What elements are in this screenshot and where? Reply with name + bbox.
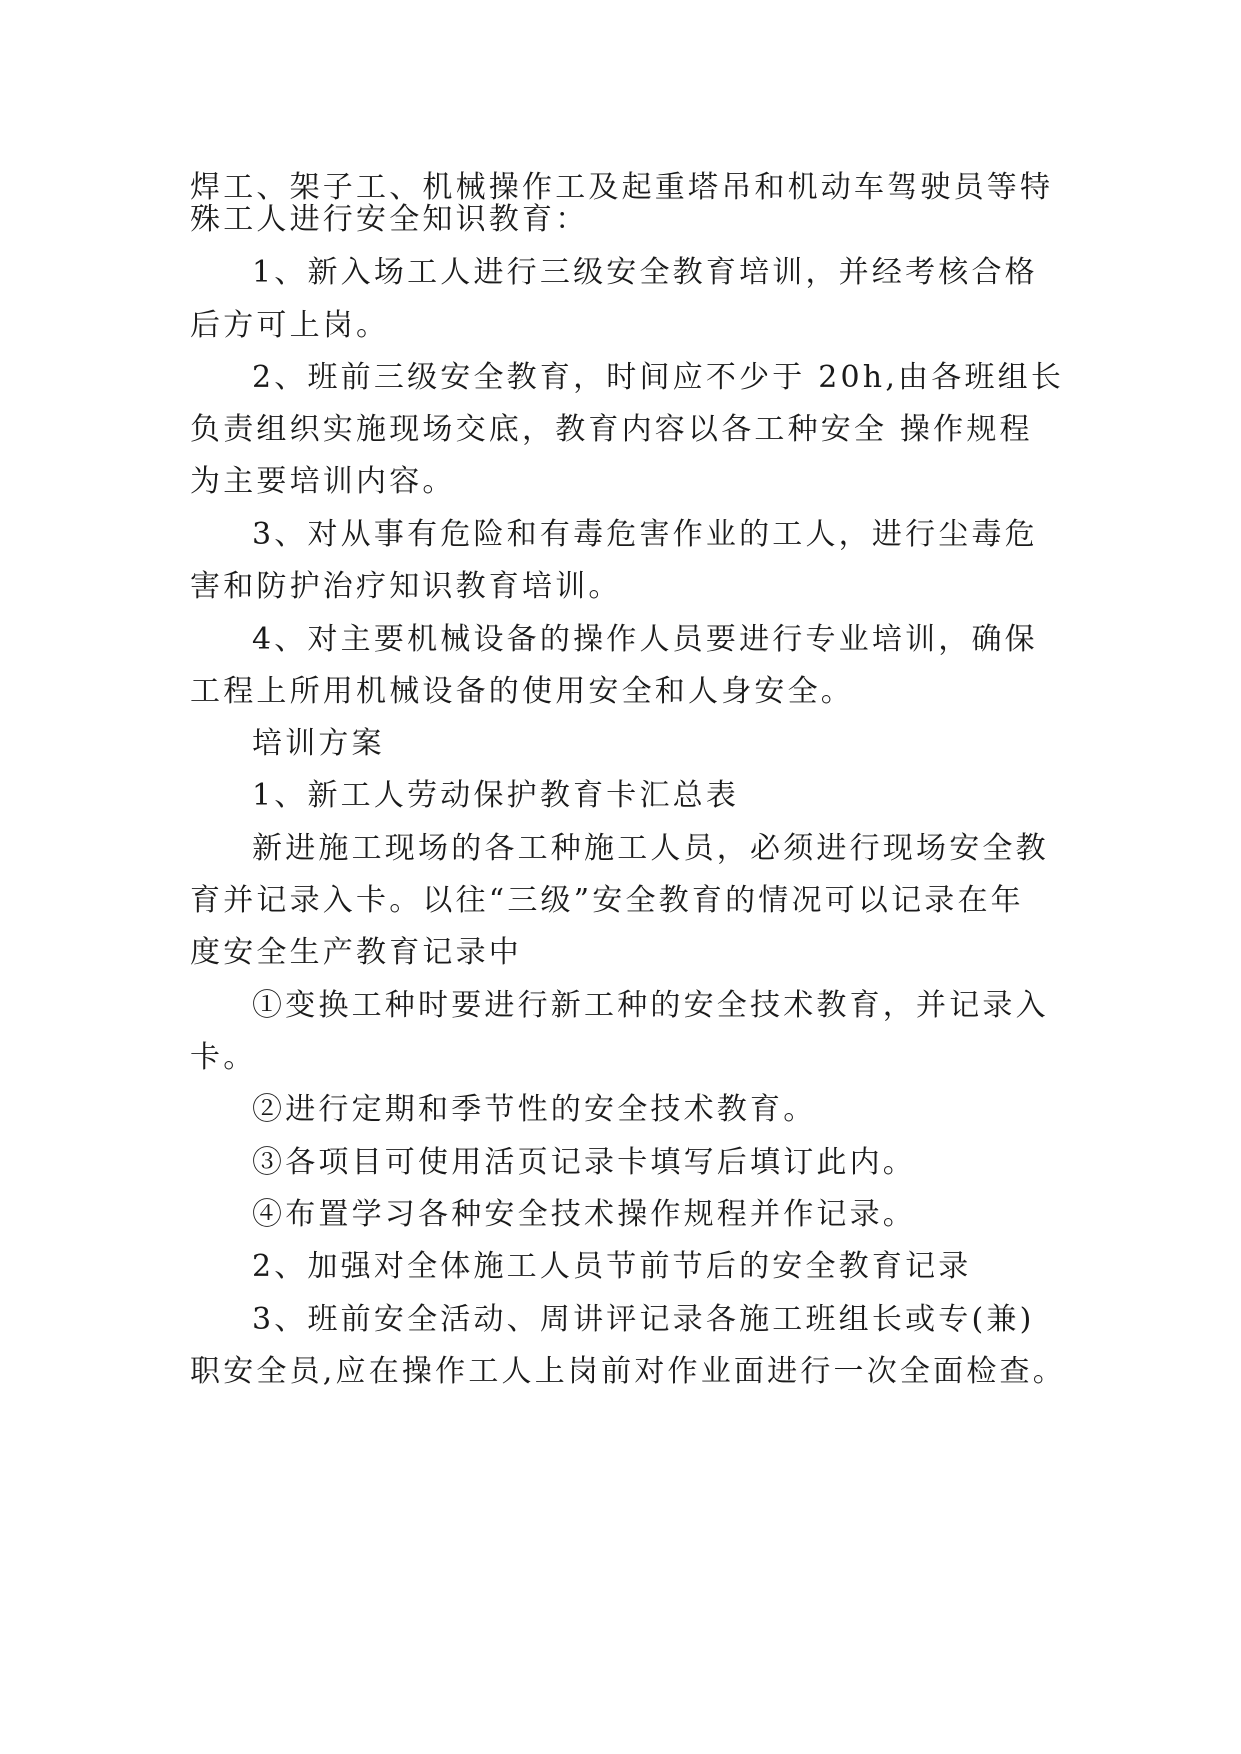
text-line: 3、班前安全活动、周讲评记录各施工班组长或专(兼) <box>252 1302 1035 1337</box>
text-line: 2、加强对全体施工人员节前节后的安全教育记录 <box>252 1249 972 1284</box>
text-line: ②进行定期和季节性的安全技术教育。 <box>252 1092 817 1127</box>
text-line: 害和防护治疗知识教育培训。 <box>190 569 622 604</box>
text-line: ④布置学习各种安全技术操作规程并作记录。 <box>252 1197 916 1232</box>
text-line: 度安全生产教育记录中 <box>190 935 522 970</box>
text-line: 4、对主要机械设备的操作人员要进行专业培训，确保 <box>252 622 1038 657</box>
text-line: 卡。 <box>190 1040 257 1075</box>
section-heading: 培训方案 <box>252 726 385 761</box>
text-line: 3、对从事有危险和有毒危害作业的工人，进行尘毒危 <box>252 517 1038 552</box>
text-line: 1、新工人劳动保护教育卡汇总表 <box>252 778 740 813</box>
text-line: 负责组织实施现场交底，教育内容以各工种安全 操作规程 <box>190 412 1033 447</box>
text-line: 2、班前三级安全教育，时间应不少于 20h,由各班组长 <box>252 360 1065 395</box>
text-line: 工程上所用机械设备的使用安全和人身安全。 <box>190 674 854 709</box>
text-line: 为主要培训内容。 <box>190 464 456 499</box>
text-line: 职安全员,应在操作工人上岗前对作业面进行一次全面检查。 <box>190 1354 1066 1389</box>
text-line: 1、新入场工人进行三级安全教育培训，并经考核合格 <box>252 255 1038 290</box>
text-line: 后方可上岗。 <box>190 308 390 343</box>
text-line: 新进施工现场的各工种施工人员，必须进行现场安全教 <box>252 831 1049 866</box>
text-line: 育并记录入卡。以往“三级”安全教育的情况可以记录在年 <box>190 883 1024 918</box>
text-line: ③各项目可使用活页记录卡填写后填订此内。 <box>252 1145 916 1180</box>
text-line: 殊工人进行安全知识教育： <box>190 202 589 237</box>
text-line: ①变换工种时要进行新工种的安全技术教育，并记录入 <box>252 988 1049 1023</box>
text-line: 焊工、架子工、机械操作工及起重塔吊和机动车驾驶员等特 <box>190 170 1054 205</box>
